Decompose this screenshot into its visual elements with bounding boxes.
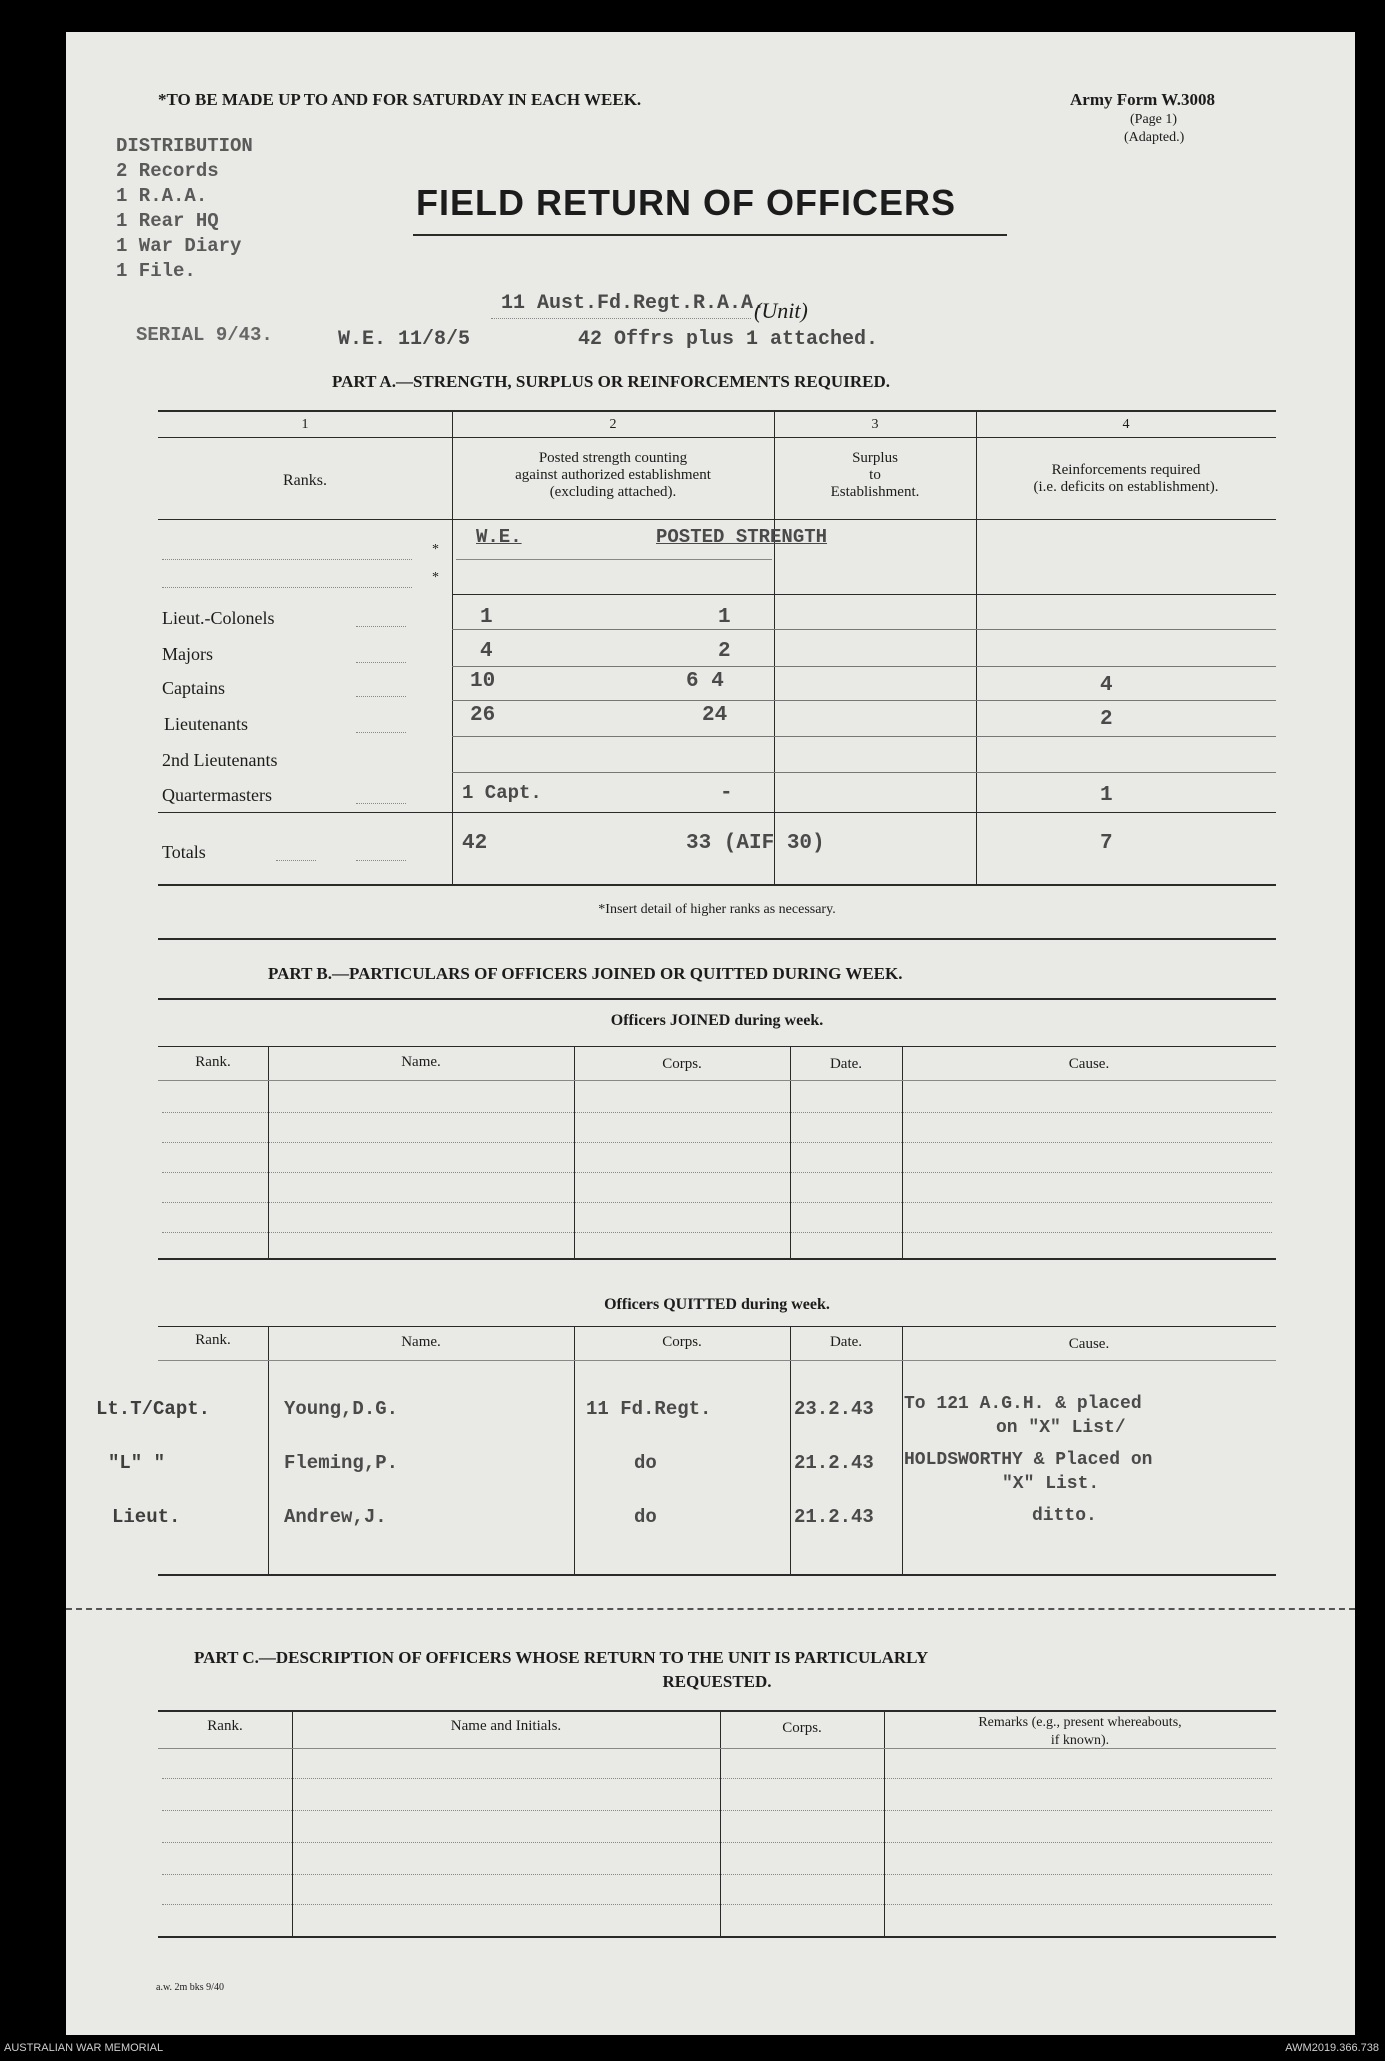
rule (158, 519, 1276, 520)
distribution-item: 1 R.A.A. (116, 185, 208, 207)
quitted-corps: do (634, 1452, 657, 1474)
posted-value: 1 (718, 606, 731, 629)
quitted-cause-cont: on "X" List/ (996, 1418, 1126, 1438)
rule (158, 938, 1276, 940)
part-c-header-remarks-line: Remarks (e.g., present whereabouts, (978, 1715, 1182, 1730)
rule (158, 1710, 1276, 1712)
distribution-item: 1 File. (116, 260, 196, 282)
part-b-title: PART B.—PARTICULARS OF OFFICERS JOINED OR QUITTED DURING WEEK. (268, 964, 903, 983)
joined-header-rank: Rank. (195, 1054, 231, 1070)
part-c-header-remarks-line: if known). (1050, 1733, 1110, 1748)
joined-header-name: Name. (401, 1054, 441, 1070)
dotted-rule (162, 1904, 1272, 1905)
part-c-header-remarks (884, 1714, 1276, 1750)
quitted-name: Fleming,P. (284, 1452, 399, 1474)
rule (452, 666, 1276, 667)
rule (158, 1574, 1276, 1576)
col3-header-line: Establishment. (830, 484, 920, 500)
col-number-3: 3 (871, 417, 879, 432)
col-divider (268, 1046, 269, 1258)
rule (158, 998, 1276, 1000)
rule (158, 812, 1276, 813)
col-divider (574, 1326, 575, 1574)
we-value: 10 (470, 670, 496, 693)
dotted-rule (356, 732, 406, 733)
col-number-1: 1 (301, 417, 309, 432)
col3-header (774, 450, 976, 501)
dotted-rule (162, 1778, 1272, 1779)
quitted-cause-cont: "X" List. (1002, 1474, 1100, 1494)
rule (158, 1748, 1276, 1749)
part-c-header-rank: Rank. (207, 1718, 243, 1734)
dotted-rule (162, 559, 412, 560)
title-underline (413, 234, 1007, 236)
print-code: a.w. 2m bks 9/40 (156, 1982, 224, 1993)
part-c-title: PART C.—DESCRIPTION OF OFFICERS WHOSE RETURN TO THE UNIT IS PARTICULARLY (194, 1648, 929, 1667)
col-number-4: 4 (1122, 417, 1130, 432)
officers-summary: 42 Offrs plus 1 attached. (578, 328, 879, 351)
quitted-header-corps: Corps. (662, 1334, 702, 1350)
distribution-item: 2 Records (116, 160, 219, 182)
serial-number: SERIAL 9/43. (136, 324, 273, 346)
archive-caption-left: AUSTRALIAN WAR MEMORIAL (4, 2042, 164, 2054)
col3-header-line: Surplus (852, 450, 898, 466)
instruction-line: *TO BE MADE UP TO AND FOR SATURDAY IN EACH WEEK. (158, 90, 642, 109)
form-page-number: (Page 1) (1130, 112, 1178, 127)
dotted-rule (162, 587, 412, 588)
joined-header-cause: Cause. (1068, 1056, 1110, 1072)
posted-value: 2 (718, 640, 731, 663)
joined-header-corps: Corps. (662, 1056, 702, 1072)
distribution-list (116, 134, 253, 284)
part-c-header-corps: Corps. (782, 1720, 822, 1736)
unit-dotted-line (491, 318, 751, 319)
we-value: 26 (470, 704, 496, 727)
col3-header-line: to (869, 467, 881, 483)
dotted-rule (162, 1142, 1272, 1143)
quitted-header-date: Date. (829, 1334, 863, 1350)
rank-name: 2nd Lieutenants (162, 750, 278, 770)
dotted-rule (162, 1810, 1272, 1811)
asterisk-mark: * (432, 542, 439, 557)
rule (452, 594, 1276, 595)
col2-header-line: against authorized establishment (515, 467, 711, 483)
war-establishment: W.E. 11/8/5 (338, 328, 471, 351)
col-number-2: 2 (609, 417, 617, 432)
distribution-item: 1 War Diary (116, 235, 242, 257)
rank-name: Captains (162, 678, 225, 698)
distribution-heading: DISTRIBUTION (116, 135, 253, 157)
quitted-corps: 11 Fd.Regt. (586, 1398, 712, 1420)
col2-header-line: (excluding attached). (549, 484, 677, 500)
col-divider (902, 1326, 903, 1574)
quitted-date: 21.2.43 (794, 1452, 874, 1474)
distribution-item: 1 Rear HQ (116, 210, 219, 232)
col2-header-line: Posted strength counting (538, 450, 688, 466)
col-divider (720, 1710, 721, 1936)
reinforcement-value: 1 (1100, 784, 1113, 807)
rule (158, 1046, 1276, 1047)
quitted-rank: Lt.T/Capt. (96, 1398, 211, 1420)
quitted-header-cause: Cause. (1068, 1336, 1110, 1352)
totals-label: Totals (162, 842, 206, 862)
dotted-rule (162, 1232, 1272, 1233)
quitted-date: 21.2.43 (794, 1506, 874, 1528)
rule (452, 772, 1276, 773)
rule (158, 1360, 1276, 1361)
dotted-rule (162, 1172, 1272, 1173)
dotted-rule (276, 860, 316, 861)
archive-caption-right: AWM2019.366.738 (1285, 2042, 1379, 2054)
posted-value: 6 4 (686, 670, 724, 693)
quitted-header-rank: Rank. (195, 1332, 231, 1348)
totals-we: 42 (462, 832, 488, 855)
rule (452, 736, 1276, 737)
page-title: FIELD RETURN OF OFFICERS (416, 182, 956, 223)
col4-header-line: (i.e. deficits on establishment). (1033, 479, 1219, 495)
form-adapted: (Adapted.) (1124, 130, 1185, 145)
rank-name: Quartermasters (162, 785, 272, 805)
quitted-name: Andrew,J. (284, 1506, 387, 1528)
asterisk-mark: * (432, 570, 439, 585)
col-divider (268, 1326, 269, 1574)
dotted-rule (162, 1112, 1272, 1113)
rank-name: Majors (162, 644, 213, 664)
part-a-top-rule (158, 410, 1276, 412)
rule (452, 700, 1276, 701)
dotted-rule (356, 626, 406, 627)
rule (158, 1936, 1276, 1938)
rule (158, 884, 1276, 886)
reinforcement-value: 4 (1100, 674, 1113, 697)
perforation-line (66, 1608, 1355, 1610)
unit-label: (Unit) (754, 298, 808, 323)
col-divider (574, 1046, 575, 1258)
col4-header-line: Reinforcements required (1051, 462, 1201, 478)
part-a-title: PART A.—STRENGTH, SURPLUS OR REINFORCEMENTS REQUIRED. (332, 372, 890, 391)
quitted-title: Officers QUITTED during week. (604, 1296, 830, 1313)
rule (158, 1080, 1276, 1081)
we-value: 1 (480, 606, 493, 629)
rank-name: Lieutenants (164, 714, 248, 734)
rule (158, 1326, 1276, 1327)
quitted-cause: To 121 A.G.H. & placed (904, 1394, 1142, 1414)
quitted-rank: "L" " (108, 1452, 166, 1474)
dotted-rule (356, 696, 406, 697)
joined-title: Officers JOINED during week. (610, 1012, 824, 1029)
rank-name: Lieut.-Colonels (162, 608, 275, 628)
dotted-rule (162, 1874, 1272, 1875)
rule (452, 629, 1276, 630)
col4-header (976, 462, 1276, 496)
dotted-rule (162, 1202, 1272, 1203)
joined-header-date: Date. (829, 1056, 863, 1072)
dotted-rule (356, 662, 406, 663)
posted-strength-subheading: POSTED STRENGTH (656, 526, 828, 548)
col2-header (452, 450, 774, 501)
dotted-rule (356, 803, 406, 804)
quitted-date: 23.2.43 (794, 1398, 874, 1420)
part-c-title-cont: REQUESTED. (662, 1672, 772, 1691)
form-page (66, 32, 1355, 2035)
reinforcement-value: 2 (1100, 708, 1113, 731)
we-value: 1 Capt. (462, 782, 542, 804)
rule (158, 437, 1276, 438)
posted-value: 24 (702, 704, 728, 727)
unit-value: 11 Aust.Fd.Regt.R.A.A. (501, 292, 766, 315)
quitted-name: Young,D.G. (284, 1398, 399, 1420)
we-value: 4 (480, 640, 493, 663)
quitted-cause: HOLDSWORTHY & Placed on (904, 1450, 1153, 1470)
posted-value: - (720, 782, 733, 805)
rule (158, 1258, 1276, 1260)
quitted-corps: do (634, 1506, 657, 1528)
totals-posted: 33 (AIF 30) (686, 832, 825, 855)
col-ranks-header: Ranks. (283, 472, 327, 489)
form-number: Army Form W.3008 (1070, 90, 1215, 109)
quitted-cause: ditto. (1032, 1506, 1097, 1526)
col-divider (790, 1326, 791, 1574)
part-a-footnote: *Insert detail of higher ranks as necessary. (598, 902, 836, 917)
totals-reinforcement: 7 (1100, 832, 1113, 855)
col-divider (902, 1046, 903, 1258)
col-divider (790, 1046, 791, 1258)
col-divider (292, 1710, 293, 1936)
rule (456, 559, 772, 560)
quitted-header-name: Name. (401, 1334, 441, 1350)
dotted-rule (356, 860, 406, 861)
part-c-header-name: Name and Initials. (450, 1718, 562, 1734)
quitted-rank: Lieut. (112, 1506, 181, 1528)
dotted-rule (162, 1842, 1272, 1843)
we-subheading: W.E. (476, 526, 522, 548)
